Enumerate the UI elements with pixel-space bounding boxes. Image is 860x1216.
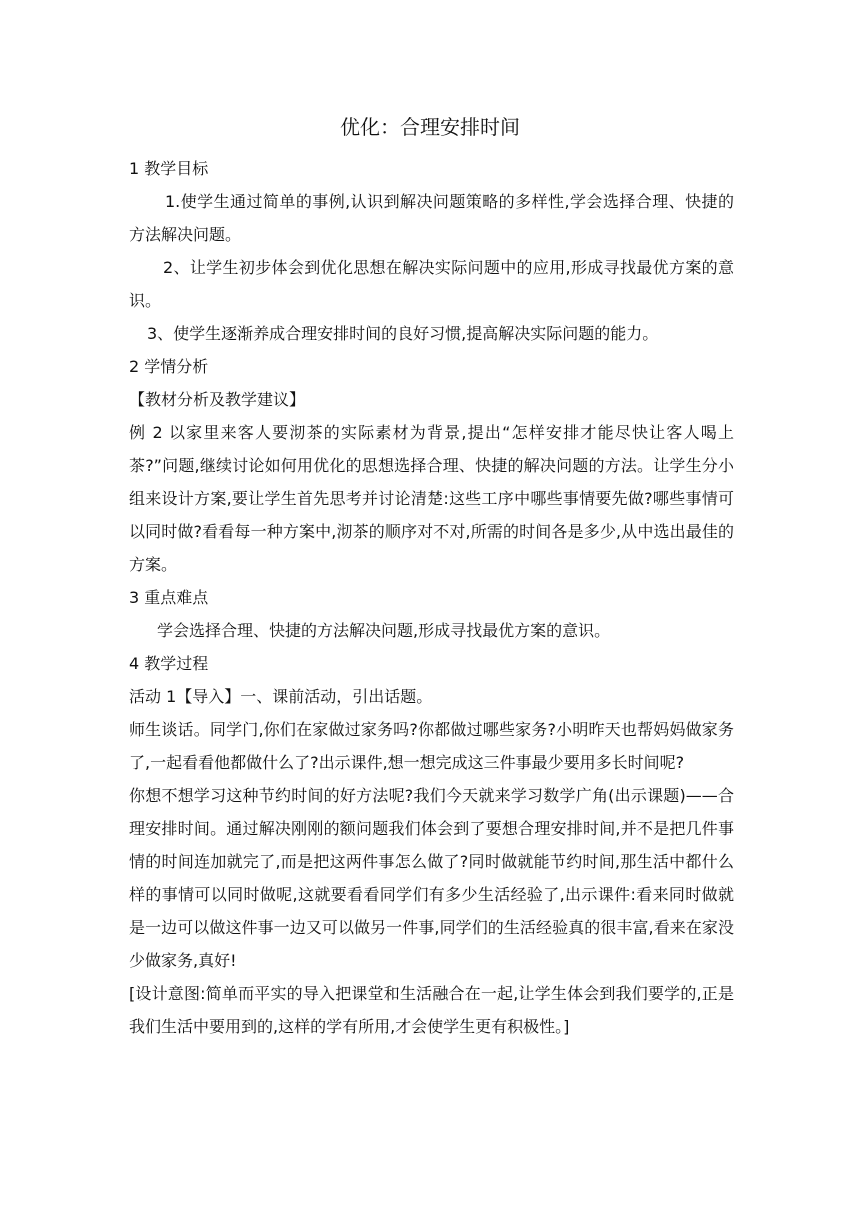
page-title: 优化：合理安排时间 <box>340 115 520 139</box>
keypoints-paragraph: 学会选择合理、快捷的方法解决问题,形成寻找最优方案的意识。 <box>157 621 611 640</box>
process-paragraph-2: 你想不想学习这种节约时间的好方法呢?我们今天就来学习数学广角(出示课题)——合理安排时间。通过解决刚刚的额问题我们体会到了要想合理安排时间,并不是把几件事情的时间连加就完了,而是把这两件事怎么做了?同时做就能节约时间,那生活中都什么样的事情可以同时做呢,这就要看看同学们有多少生活经验了,出示课件:看来同时做就是一边可以做这件事一边又可以做另一件事,同学们的生活经验真的很丰富,看来在家没少做家务,真好! <box>129 786 734 970</box>
objective-item-1: 1.使学生通过简单的事例,认识到解决问题策略的多样性,学会选择合理、快捷的方法解决问题。 <box>129 192 734 244</box>
section-heading-objectives: 1 教学目标 <box>129 159 209 178</box>
analysis-paragraph: 例 2 以家里来客人要沏茶的实际素材为背景,提出“怎样安排才能尽快让客人喝上茶?”问题,继续讨论如何用优化的思想选择合理、快捷的解决问题的方法。让学生分小组来设计方案,要让学生首先思考并讨论清楚:这些工序中哪些事情要先做?哪些事情可以同时做?看看每一种方案中,沏茶的顺序对不对,所需的时间各是多少,从中选出最佳的方案。 <box>129 423 734 574</box>
document-body <box>129 152 734 1043</box>
section-heading-process: 4 教学过程 <box>129 654 209 673</box>
process-paragraph-1: 师生谈话。同学门,你们在家做过家务吗?你都做过哪些家务?小明昨天也帮妈妈做家务了,一起看看他都做什么了?出示课件,想一想完成这三件事最少要用多长时间呢? <box>129 720 734 772</box>
activity-heading: 活动 1【导入】一、课前活动，引出话题。 <box>129 687 433 706</box>
design-intent-paragraph: [设计意图:简单而平实的导入把课堂和生活融合在一起,让学生体会到我们要学的,正是我们生活中要用到的,这样的学有所用,才会使学生更有积极性。] <box>129 984 734 1036</box>
objective-item-2: 2、让学生初步体会到优化思想在解决实际问题中的应用,形成寻找最优方案的意识。 <box>129 258 734 310</box>
section-heading-keypoints: 3 重点难点 <box>129 588 209 607</box>
objective-item-3: 3、使学生逐渐养成合理安排时间的良好习惯,提高解决实际问题的能力。 <box>147 324 659 343</box>
section-heading-analysis: 2 学情分析 <box>129 357 209 376</box>
subsection-heading-textbook: 【教材分析及教学建议】 <box>129 390 306 409</box>
